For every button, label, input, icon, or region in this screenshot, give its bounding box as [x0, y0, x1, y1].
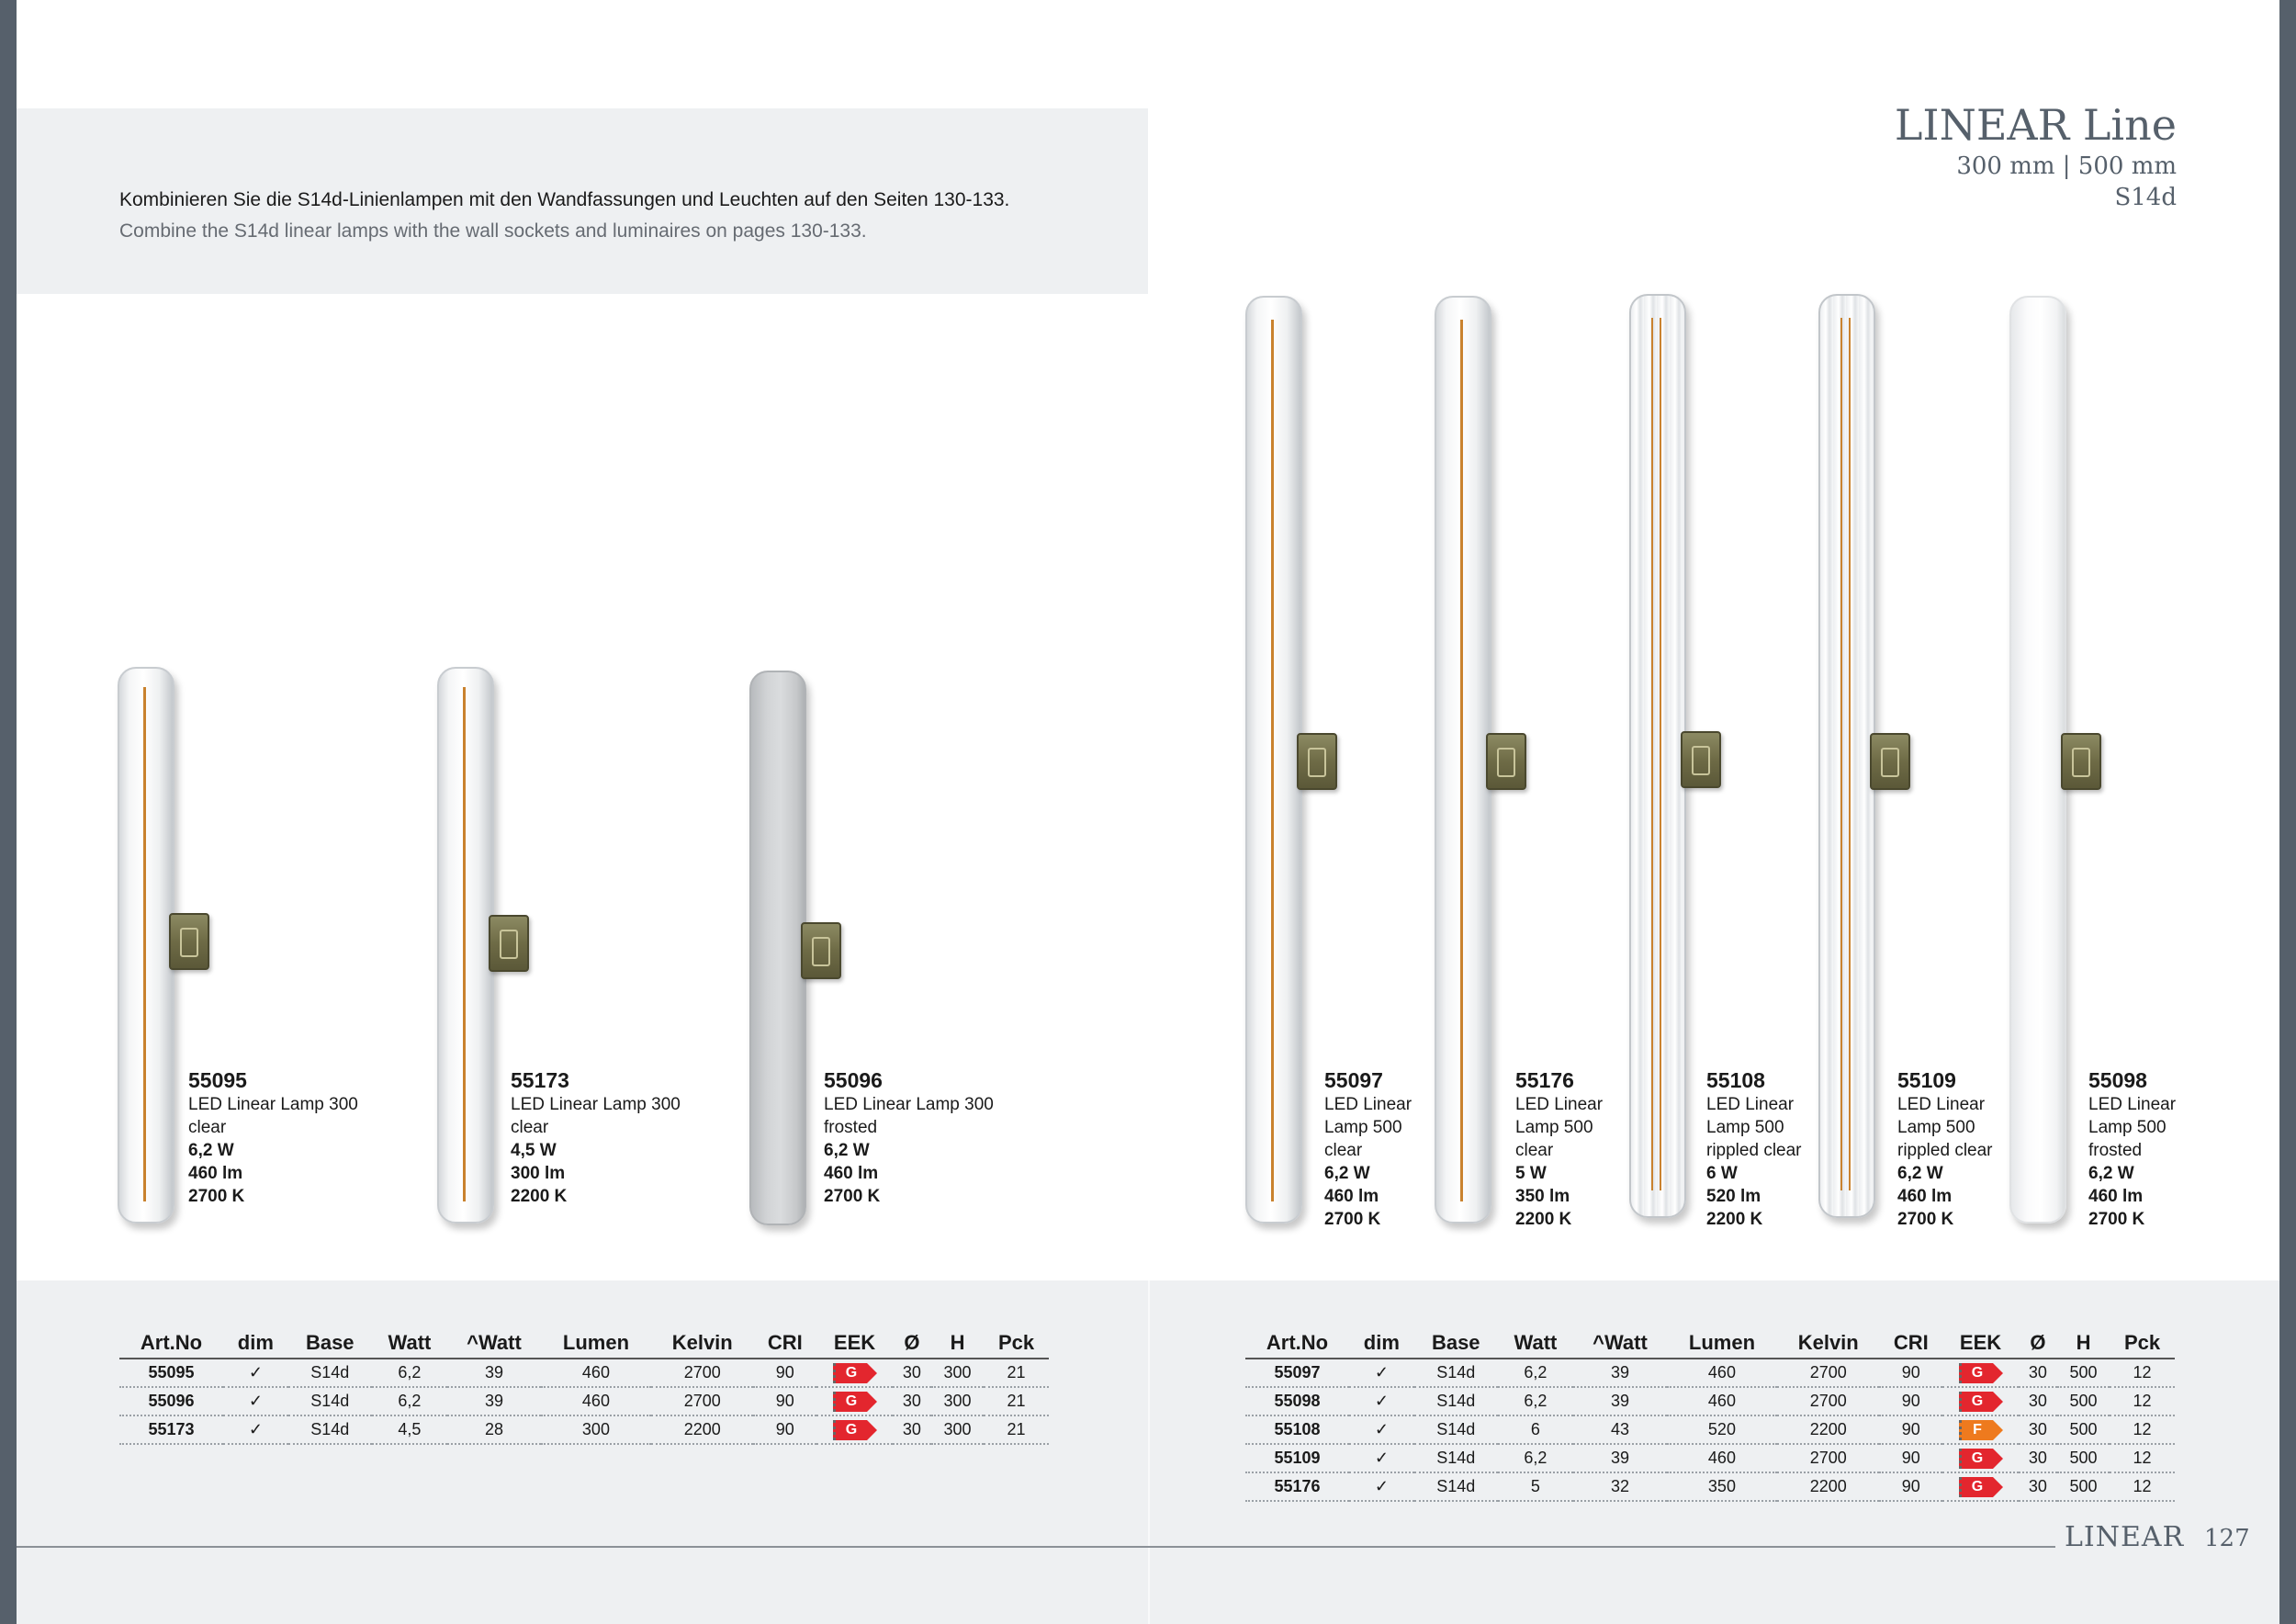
- cell-equiv-watt: 43: [1573, 1415, 1667, 1444]
- cell-watt: 6,2: [372, 1387, 447, 1415]
- cell-lumen: 460: [1667, 1359, 1777, 1387]
- lamp-filament: [1660, 318, 1661, 1190]
- cell-lumen: 300: [541, 1415, 651, 1444]
- cell-eek: [1942, 1444, 2019, 1472]
- cell-kelvin: 2200: [1777, 1415, 1879, 1444]
- product-lumen: 460 lm: [1897, 1187, 1953, 1206]
- cell-eek: [1942, 1472, 2019, 1501]
- cell-watt: 6,2: [372, 1359, 447, 1387]
- cell-lumen: 460: [541, 1387, 651, 1415]
- product-label-55095: [188, 1067, 358, 1208]
- lamp-socket: [1486, 733, 1526, 790]
- lamp-tube: [749, 671, 806, 1225]
- product-watt: 6,2 W: [188, 1141, 234, 1160]
- product-name: LED Linear Lamp 300: [188, 1095, 358, 1114]
- cell-base: S14d: [1414, 1444, 1498, 1472]
- header-dim: dim: [1349, 1328, 1414, 1359]
- cell-diameter: 30: [2019, 1472, 2057, 1501]
- product-name: LED Linear: [1897, 1095, 1986, 1114]
- cell-diameter: 30: [2019, 1444, 2057, 1472]
- product-watt: 5 W: [1515, 1164, 1547, 1183]
- cell-cri: 90: [753, 1415, 816, 1444]
- cell-watt: 6: [1498, 1415, 1573, 1444]
- lamp-tube: [1629, 294, 1686, 1218]
- cell-watt: 6,2: [1498, 1387, 1573, 1415]
- product-label-55096: [824, 1067, 994, 1208]
- product-number: 55096: [824, 1068, 883, 1092]
- page-number: 127: [2204, 1525, 2250, 1552]
- cell-kelvin: 2700: [1777, 1387, 1879, 1415]
- cell-pack: 12: [2110, 1359, 2175, 1387]
- cell-base: S14d: [1414, 1387, 1498, 1415]
- header-equiv-watt: ^Watt: [1573, 1328, 1667, 1359]
- product-kelvin: 2700 K: [188, 1187, 245, 1206]
- header-height: H: [2057, 1328, 2110, 1359]
- product-number: 55176: [1515, 1068, 1574, 1092]
- page-spread-divider: [1148, 1280, 1150, 1624]
- product-kelvin: 2200 K: [1515, 1210, 1572, 1229]
- cell-diameter: 30: [2019, 1359, 2057, 1387]
- cell-kelvin: 2200: [651, 1415, 753, 1444]
- product-label-55173: [511, 1067, 681, 1208]
- cell-height: 300: [931, 1415, 984, 1444]
- lamp-socket: [2061, 733, 2101, 790]
- cell-dim: ✓: [223, 1387, 288, 1415]
- header-pack: Pck: [984, 1328, 1049, 1359]
- header-watt: Watt: [372, 1328, 447, 1359]
- table-header-row: [119, 1328, 1049, 1359]
- right-edge-bar: [2279, 0, 2296, 1624]
- header-art-no: Art.No: [1245, 1328, 1349, 1359]
- cell-dim: ✓: [1349, 1444, 1414, 1472]
- product-name-line2: Lamp 500: [1324, 1118, 1402, 1137]
- table-row: [1245, 1387, 2175, 1415]
- cell-eek: [816, 1359, 893, 1387]
- cell-height: 500: [2057, 1415, 2110, 1444]
- lamp-image-55095: [118, 667, 174, 1224]
- lamp-socket: [1870, 733, 1910, 790]
- cell-pack: 21: [984, 1415, 1049, 1444]
- cell-height: 500: [2057, 1472, 2110, 1501]
- product-kelvin: 2700 K: [824, 1187, 881, 1206]
- product-kelvin: 2200 K: [511, 1187, 568, 1206]
- product-watt: 6,2 W: [1324, 1164, 1370, 1183]
- header-cri: CRI: [1879, 1328, 1942, 1359]
- product-name-line2: Lamp 500: [1515, 1118, 1593, 1137]
- cell-art-no: 55097: [1245, 1359, 1349, 1387]
- product-name: LED Linear: [1706, 1095, 1795, 1114]
- cell-watt: 6,2: [1498, 1359, 1573, 1387]
- energy-label-badge: F: [1959, 1420, 1993, 1440]
- table-row: [119, 1415, 1049, 1444]
- energy-label-badge: G: [1959, 1392, 1993, 1412]
- lamp-image-55097: [1245, 296, 1302, 1224]
- product-kelvin: 2700 K: [1324, 1210, 1381, 1229]
- cell-eek: [816, 1387, 893, 1415]
- cell-lumen: 460: [1667, 1387, 1777, 1415]
- cell-dim: ✓: [1349, 1359, 1414, 1387]
- lamp-tube: [1245, 296, 1302, 1224]
- spec-table-300: [119, 1328, 1049, 1445]
- cell-base: S14d: [288, 1359, 372, 1387]
- product-name: LED Linear Lamp 300: [511, 1095, 681, 1114]
- lamp-tube: [2009, 296, 2066, 1224]
- cell-pack: 21: [984, 1387, 1049, 1415]
- cell-watt: 5: [1498, 1472, 1573, 1501]
- lamp-filament: [1651, 318, 1653, 1190]
- lamp-socket: [1681, 731, 1721, 788]
- header-diameter: Ø: [2019, 1328, 2057, 1359]
- header-kelvin: Kelvin: [651, 1328, 753, 1359]
- table-row: [1245, 1415, 2175, 1444]
- product-name: LED Linear: [1515, 1095, 1604, 1114]
- cell-kelvin: 2700: [651, 1359, 753, 1387]
- spec-table-500: [1245, 1328, 2175, 1502]
- header-art-no: Art.No: [119, 1328, 223, 1359]
- product-watt: 6 W: [1706, 1164, 1738, 1183]
- title-block: [1895, 99, 2177, 213]
- header-eek: EEK: [816, 1328, 893, 1359]
- cell-lumen: 460: [541, 1359, 651, 1387]
- header-lumen: Lumen: [541, 1328, 651, 1359]
- product-lumen: 520 lm: [1706, 1187, 1761, 1206]
- lamp-filament: [1271, 320, 1274, 1201]
- cell-eek: [1942, 1359, 2019, 1387]
- product-name: LED Linear Lamp 300: [824, 1095, 994, 1114]
- cell-equiv-watt: 39: [1573, 1444, 1667, 1472]
- product-name-line2: Lamp 500: [1897, 1118, 1975, 1137]
- cell-base: S14d: [1414, 1415, 1498, 1444]
- cell-dim: ✓: [223, 1359, 288, 1387]
- cell-art-no: 55098: [1245, 1387, 1349, 1415]
- energy-label-badge: G: [833, 1392, 867, 1412]
- cell-equiv-watt: 32: [1573, 1472, 1667, 1501]
- lamp-socket: [1297, 733, 1337, 790]
- header-eek: EEK: [1942, 1328, 2019, 1359]
- footer-section-title: LINEAR: [2065, 1521, 2185, 1553]
- cell-lumen: 520: [1667, 1415, 1777, 1444]
- header-kelvin: Kelvin: [1777, 1328, 1879, 1359]
- product-label-55109: [1897, 1067, 1993, 1231]
- cell-cri: 90: [1879, 1472, 1942, 1501]
- cell-art-no: 55173: [119, 1415, 223, 1444]
- cell-height: 500: [2057, 1359, 2110, 1387]
- intro-text-de: Kombinieren Sie die S14d-Linienlampen mit den Wandfassungen und Leuchten auf den Seiten 130-133.: [119, 189, 1010, 210]
- cell-kelvin: 2200: [1777, 1472, 1879, 1501]
- product-number: 55109: [1897, 1068, 1956, 1092]
- cell-equiv-watt: 28: [447, 1415, 541, 1444]
- product-watt: 6,2 W: [1897, 1164, 1943, 1183]
- cell-kelvin: 2700: [651, 1387, 753, 1415]
- cell-diameter: 30: [2019, 1415, 2057, 1444]
- product-variant: clear: [1515, 1141, 1554, 1160]
- cell-equiv-watt: 39: [447, 1387, 541, 1415]
- cell-pack: 12: [2110, 1415, 2175, 1444]
- cell-pack: 12: [2110, 1387, 2175, 1415]
- product-kelvin: 2700 K: [1897, 1210, 1954, 1229]
- table-row: [1245, 1359, 2175, 1387]
- product-variant: frosted: [824, 1118, 878, 1137]
- footer-rule: [17, 1546, 2055, 1548]
- product-number: 55097: [1324, 1068, 1383, 1092]
- cell-cri: 90: [1879, 1359, 1942, 1387]
- product-variant: clear: [188, 1118, 227, 1137]
- product-watt: 6,2 W: [824, 1141, 870, 1160]
- lamp-socket: [169, 913, 209, 970]
- product-lumen: 460 lm: [1324, 1187, 1379, 1206]
- lamp-image-55173: [437, 667, 494, 1224]
- cell-art-no: 55109: [1245, 1444, 1349, 1472]
- lamp-filament: [1849, 318, 1851, 1190]
- cell-diameter: 30: [893, 1387, 931, 1415]
- product-kelvin: 2200 K: [1706, 1210, 1763, 1229]
- cell-cri: 90: [753, 1359, 816, 1387]
- cell-height: 500: [2057, 1444, 2110, 1472]
- energy-label-badge: G: [1959, 1363, 1993, 1383]
- cell-eek: [816, 1415, 893, 1444]
- table-header-row: [1245, 1328, 2175, 1359]
- lamp-tube: [1435, 296, 1491, 1224]
- energy-label-badge: G: [1959, 1477, 1993, 1497]
- table-row: [1245, 1444, 2175, 1472]
- product-variant: rippled clear: [1706, 1141, 1802, 1160]
- product-variant: frosted: [2088, 1141, 2143, 1160]
- lamp-image-55108: [1629, 294, 1686, 1218]
- title-sizes: 300 mm | 500 mm: [1956, 152, 2177, 180]
- cell-watt: 6,2: [1498, 1444, 1573, 1472]
- table-row: [1245, 1472, 2175, 1501]
- energy-label-badge: G: [1959, 1449, 1993, 1469]
- product-variant: rippled clear: [1897, 1141, 1993, 1160]
- product-variant: clear: [511, 1118, 549, 1137]
- product-watt: 6,2 W: [2088, 1164, 2134, 1183]
- header-equiv-watt: ^Watt: [447, 1328, 541, 1359]
- cell-cri: 90: [1879, 1415, 1942, 1444]
- header-dim: dim: [223, 1328, 288, 1359]
- cell-pack: 12: [2110, 1444, 2175, 1472]
- cell-kelvin: 2700: [1777, 1444, 1879, 1472]
- cell-height: 300: [931, 1359, 984, 1387]
- cell-equiv-watt: 39: [447, 1359, 541, 1387]
- product-name: LED Linear: [2088, 1095, 2177, 1114]
- cell-height: 500: [2057, 1387, 2110, 1415]
- cell-dim: ✓: [1349, 1415, 1414, 1444]
- product-lumen: 300 lm: [511, 1164, 566, 1183]
- lamp-socket: [489, 915, 529, 972]
- cell-base: S14d: [1414, 1472, 1498, 1501]
- product-label-55108: [1706, 1067, 1802, 1231]
- product-lumen: 460 lm: [188, 1164, 243, 1183]
- cell-pack: 21: [984, 1359, 1049, 1387]
- lamp-image-55098: [2009, 296, 2066, 1224]
- title-base: S14d: [2114, 184, 2177, 211]
- product-name-line2: Lamp 500: [1706, 1118, 1784, 1137]
- energy-label-badge: G: [833, 1363, 867, 1383]
- product-lumen: 350 lm: [1515, 1187, 1570, 1206]
- product-kelvin: 2700 K: [2088, 1210, 2145, 1229]
- cell-base: S14d: [1414, 1359, 1498, 1387]
- header-base: Base: [1414, 1328, 1498, 1359]
- cell-equiv-watt: 39: [1573, 1359, 1667, 1387]
- cell-cri: 90: [753, 1387, 816, 1415]
- cell-watt: 4,5: [372, 1415, 447, 1444]
- lamp-filament: [1460, 320, 1463, 1201]
- cell-dim: ✓: [1349, 1387, 1414, 1415]
- intro-text-en: Combine the S14d linear lamps with the wall sockets and luminaires on pages 130-133.: [119, 220, 867, 242]
- page-title: LINEAR Line: [1894, 100, 2177, 150]
- product-variant: clear: [1324, 1141, 1363, 1160]
- lamp-filament: [1840, 318, 1842, 1190]
- lamp-tube: [1818, 294, 1875, 1218]
- lamp-tube: [118, 667, 174, 1224]
- product-lumen: 460 lm: [824, 1164, 879, 1183]
- table-row: [119, 1359, 1049, 1387]
- header-base: Base: [288, 1328, 372, 1359]
- product-label-55098: [2088, 1067, 2176, 1231]
- cell-art-no: 55095: [119, 1359, 223, 1387]
- header-cri: CRI: [753, 1328, 816, 1359]
- product-number: 55095: [188, 1068, 247, 1092]
- lamp-tube: [437, 667, 494, 1224]
- cell-dim: ✓: [223, 1415, 288, 1444]
- lamp-image-55109: [1818, 294, 1875, 1218]
- lamp-image-55096: [749, 671, 806, 1225]
- cell-pack: 12: [2110, 1472, 2175, 1501]
- product-lumen: 460 lm: [2088, 1187, 2144, 1206]
- product-label-55176: [1515, 1067, 1603, 1231]
- cell-art-no: 55096: [119, 1387, 223, 1415]
- cell-eek: [1942, 1415, 2019, 1444]
- lamp-filament: [463, 687, 466, 1201]
- product-label-55097: [1324, 1067, 1412, 1231]
- header-lumen: Lumen: [1667, 1328, 1777, 1359]
- product-name: LED Linear: [1324, 1095, 1412, 1114]
- cell-art-no: 55108: [1245, 1415, 1349, 1444]
- cell-art-no: 55176: [1245, 1472, 1349, 1501]
- header-watt: Watt: [1498, 1328, 1573, 1359]
- cell-eek: [1942, 1387, 2019, 1415]
- cell-lumen: 350: [1667, 1472, 1777, 1501]
- product-number: 55173: [511, 1068, 569, 1092]
- lamp-image-55176: [1435, 296, 1491, 1224]
- cell-cri: 90: [1879, 1444, 1942, 1472]
- product-number: 55108: [1706, 1068, 1765, 1092]
- header-height: H: [931, 1328, 984, 1359]
- cell-kelvin: 2700: [1777, 1359, 1879, 1387]
- cell-diameter: 30: [893, 1415, 931, 1444]
- cell-base: S14d: [288, 1415, 372, 1444]
- cell-height: 300: [931, 1387, 984, 1415]
- cell-diameter: 30: [893, 1359, 931, 1387]
- cell-dim: ✓: [1349, 1472, 1414, 1501]
- product-number: 55098: [2088, 1068, 2147, 1092]
- header-pack: Pck: [2110, 1328, 2175, 1359]
- product-watt: 4,5 W: [511, 1141, 557, 1160]
- left-edge-bar: [0, 0, 17, 1624]
- cell-diameter: 30: [2019, 1387, 2057, 1415]
- energy-label-badge: G: [833, 1420, 867, 1440]
- product-name-line2: Lamp 500: [2088, 1118, 2167, 1137]
- cell-base: S14d: [288, 1387, 372, 1415]
- header-diameter: Ø: [893, 1328, 931, 1359]
- cell-cri: 90: [1879, 1387, 1942, 1415]
- cell-equiv-watt: 39: [1573, 1387, 1667, 1415]
- lamp-filament: [143, 687, 146, 1201]
- cell-lumen: 460: [1667, 1444, 1777, 1472]
- lamp-socket: [801, 922, 841, 979]
- table-row: [119, 1387, 1049, 1415]
